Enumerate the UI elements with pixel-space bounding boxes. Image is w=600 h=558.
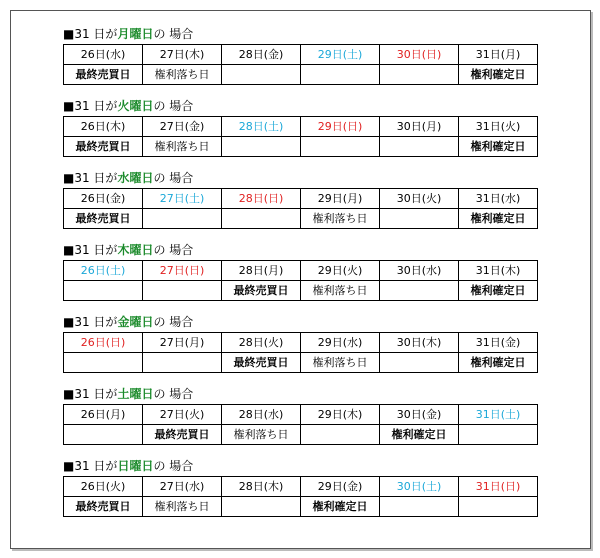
date-row: [64, 189, 538, 209]
date-cell: 26日(金): [64, 189, 143, 209]
heading-weekday: 月曜日: [117, 27, 154, 41]
note-row: [64, 497, 538, 517]
date-cell: 27日(土): [143, 189, 222, 209]
section-heading: [63, 96, 537, 116]
note-cell: [222, 137, 301, 157]
heading-weekday: 土曜日: [117, 387, 154, 401]
note-cell: 権利落ち日: [301, 281, 380, 301]
note-cell: 最終売買日: [64, 497, 143, 517]
note-cell: 権利確定日: [459, 353, 538, 373]
note-cell: [380, 353, 459, 373]
note-cell: [380, 65, 459, 85]
date-cell: 30日(火): [380, 189, 459, 209]
date-cell: 29日(月): [301, 189, 380, 209]
date-row: [64, 45, 538, 65]
note-cell: [301, 137, 380, 157]
date-cell: 31日(水): [459, 189, 538, 209]
note-cell: [459, 497, 538, 517]
section-heading: [63, 24, 537, 44]
note-cell: 権利落ち日: [222, 425, 301, 445]
note-cell: 最終売買日: [64, 137, 143, 157]
schedule-section: [63, 312, 537, 373]
date-row: [64, 333, 538, 353]
schedule-table: [63, 404, 538, 445]
note-cell: [143, 281, 222, 301]
note-cell: 権利落ち日: [301, 209, 380, 229]
note-cell: [459, 425, 538, 445]
date-cell: 27日(火): [143, 405, 222, 425]
date-cell: 30日(日): [380, 45, 459, 65]
date-cell: 27日(金): [143, 117, 222, 137]
note-cell: 権利落ち日: [143, 497, 222, 517]
date-cell: 27日(水): [143, 477, 222, 497]
note-cell: [143, 209, 222, 229]
date-cell: 27日(月): [143, 333, 222, 353]
date-cell: 30日(木): [380, 333, 459, 353]
date-cell: 26日(土): [64, 261, 143, 281]
schedule-table: [63, 332, 538, 373]
schedule-table: [63, 116, 538, 157]
heading-prefix: ■31 日が: [63, 27, 118, 41]
note-cell: 権利落ち日: [143, 65, 222, 85]
date-cell: 27日(木): [143, 45, 222, 65]
note-cell: 権利確定日: [380, 425, 459, 445]
date-row: [64, 477, 538, 497]
note-cell: 最終売買日: [222, 353, 301, 373]
date-cell: 28日(月): [222, 261, 301, 281]
note-cell: [380, 497, 459, 517]
note-cell: [380, 281, 459, 301]
date-cell: 26日(月): [64, 405, 143, 425]
schedule-section: [63, 96, 537, 157]
note-cell: [380, 209, 459, 229]
date-cell: 29日(日): [301, 117, 380, 137]
note-cell: [222, 209, 301, 229]
date-row: [64, 261, 538, 281]
heading-suffix: の 場合: [153, 171, 194, 185]
date-cell: 28日(金): [222, 45, 301, 65]
heading-weekday: 水曜日: [117, 171, 154, 185]
section-heading: [63, 384, 537, 404]
date-cell: 27日(日): [143, 261, 222, 281]
note-cell: [143, 353, 222, 373]
note-cell: [222, 497, 301, 517]
note-cell: 最終売買日: [222, 281, 301, 301]
schedule-section: [63, 456, 537, 517]
note-cell: 権利落ち日: [143, 137, 222, 157]
heading-suffix: の 場合: [153, 27, 194, 41]
note-cell: 権利落ち日: [301, 353, 380, 373]
date-cell: 29日(土): [301, 45, 380, 65]
date-cell: 30日(土): [380, 477, 459, 497]
heading-suffix: の 場合: [153, 387, 194, 401]
note-cell: [64, 281, 143, 301]
date-cell: 31日(土): [459, 405, 538, 425]
date-row: [64, 117, 538, 137]
heading-prefix: ■31 日が: [63, 315, 118, 329]
schedule-table: [63, 476, 538, 517]
note-row: [64, 281, 538, 301]
note-cell: 権利確定日: [301, 497, 380, 517]
date-cell: 28日(火): [222, 333, 301, 353]
note-cell: [64, 353, 143, 373]
note-row: [64, 137, 538, 157]
note-cell: [380, 137, 459, 157]
date-cell: 30日(月): [380, 117, 459, 137]
date-cell: 30日(水): [380, 261, 459, 281]
section-heading: [63, 456, 537, 476]
note-cell: 権利確定日: [459, 281, 538, 301]
heading-weekday: 木曜日: [117, 243, 154, 257]
date-cell: 26日(木): [64, 117, 143, 137]
schedule-section: [63, 240, 537, 301]
heading-weekday: 火曜日: [117, 99, 154, 113]
note-row: [64, 65, 538, 85]
date-cell: 31日(金): [459, 333, 538, 353]
date-cell: 28日(水): [222, 405, 301, 425]
date-cell: 29日(金): [301, 477, 380, 497]
note-cell: 最終売買日: [64, 65, 143, 85]
heading-prefix: ■31 日が: [63, 243, 118, 257]
section-heading: [63, 312, 537, 332]
schedule-section: [63, 168, 537, 229]
heading-suffix: の 場合: [153, 459, 194, 473]
date-cell: 31日(火): [459, 117, 538, 137]
note-cell: 権利確定日: [459, 209, 538, 229]
note-cell: [301, 65, 380, 85]
schedule-section: [63, 384, 537, 445]
schedule-table: [63, 260, 538, 301]
note-cell: [64, 425, 143, 445]
schedule-section: [63, 24, 537, 85]
note-cell: [222, 65, 301, 85]
section-heading: [63, 240, 537, 260]
date-row: [64, 405, 538, 425]
date-cell: 29日(木): [301, 405, 380, 425]
note-row: [64, 425, 538, 445]
schedule-table: [63, 44, 538, 85]
schedule-table: [63, 188, 538, 229]
heading-weekday: 日曜日: [117, 459, 154, 473]
date-cell: 26日(日): [64, 333, 143, 353]
date-cell: 26日(水): [64, 45, 143, 65]
date-cell: 29日(水): [301, 333, 380, 353]
date-cell: 26日(火): [64, 477, 143, 497]
date-cell: 28日(木): [222, 477, 301, 497]
heading-prefix: ■31 日が: [63, 459, 118, 473]
heading-prefix: ■31 日が: [63, 99, 118, 113]
note-cell: 権利確定日: [459, 137, 538, 157]
heading-suffix: の 場合: [153, 243, 194, 257]
note-cell: 権利確定日: [459, 65, 538, 85]
date-cell: 31日(日): [459, 477, 538, 497]
heading-weekday: 金曜日: [117, 315, 154, 329]
heading-prefix: ■31 日が: [63, 171, 118, 185]
note-cell: 最終売買日: [143, 425, 222, 445]
heading-prefix: ■31 日が: [63, 387, 118, 401]
date-cell: 29日(火): [301, 261, 380, 281]
note-cell: [301, 425, 380, 445]
note-cell: 最終売買日: [64, 209, 143, 229]
date-cell: 31日(木): [459, 261, 538, 281]
note-row: [64, 353, 538, 373]
date-cell: 28日(土): [222, 117, 301, 137]
heading-suffix: の 場合: [153, 315, 194, 329]
date-cell: 31日(月): [459, 45, 538, 65]
date-cell: 28日(日): [222, 189, 301, 209]
heading-suffix: の 場合: [153, 99, 194, 113]
section-heading: [63, 168, 537, 188]
note-row: [64, 209, 538, 229]
date-cell: 30日(金): [380, 405, 459, 425]
